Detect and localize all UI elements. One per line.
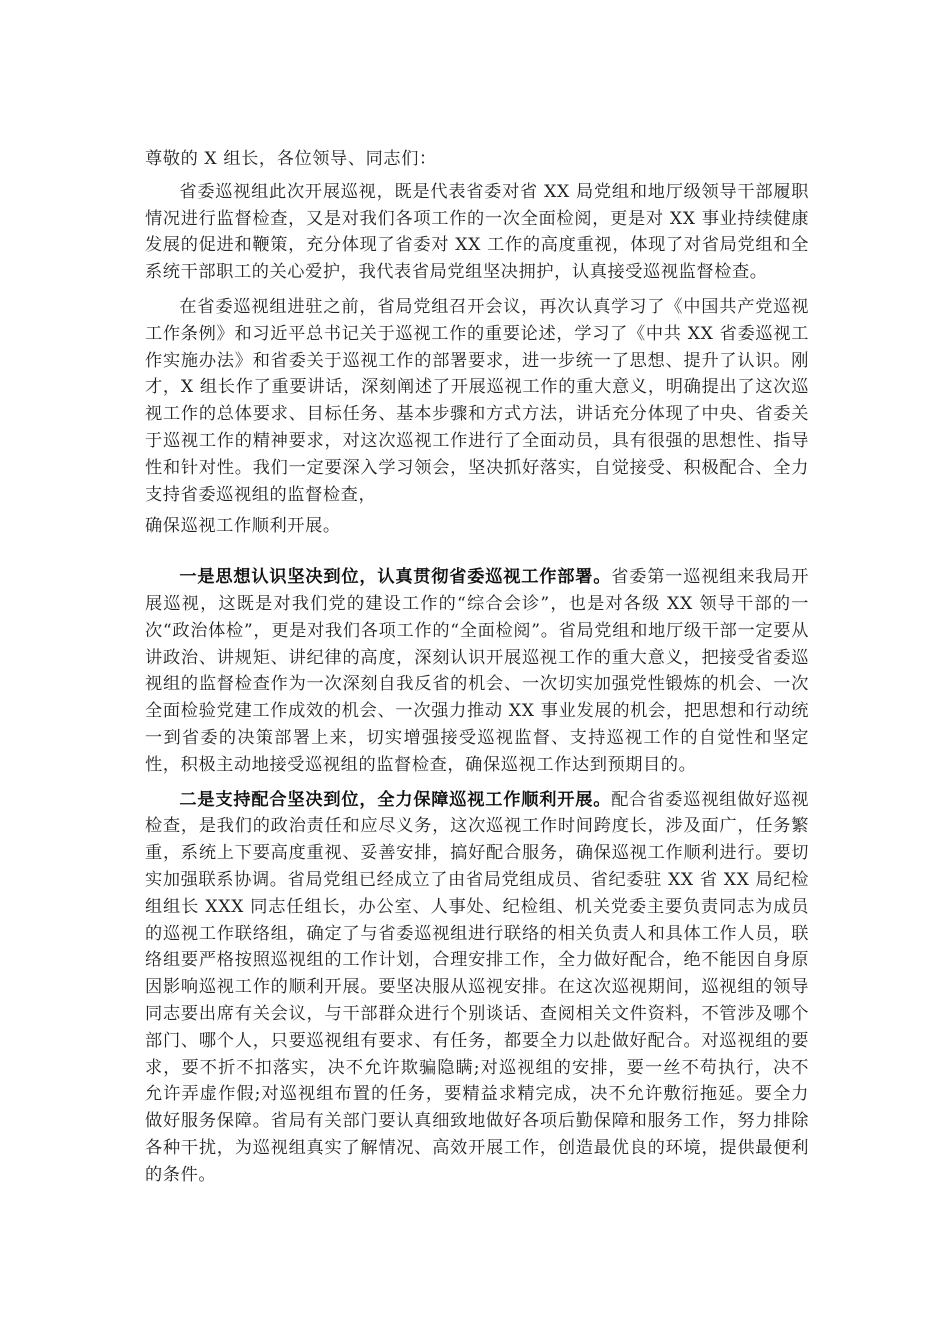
paragraph-4-body: 配合省委巡视组做好巡视检查，是我们的政治责任和应尽义务，这次巡视工作时间跨度长，涉及面广，任务繁重，系统上下要高度重视、妥善安排，搞好配合服务，确保巡视工作顺利进行。要切实加强联系协调。省局党组已经成立了由省局党组成员、省纪委驻 XX 省 XX 局纪检组组长 XXX 同志任组长，办公室、人事处、纪检组、机关党委主要负责同志为成员的巡视工作联络组，确定了与省委巡视组进行联络的相关负责人和具体工作人员，联络组要严格按照巡视组的工作计划，合理安排工作，全力做好配合，绝不能因自身原因影响巡视工作的顺利开展。要坚决服从巡视安排。在这次巡视期间，巡视组的领导同志要出席有关会议，与干部群众进行个别谈话、查阅相关文件资料，不管涉及哪个部门、哪个人，只要巡视组有要求、有任务，都要全力以赴做好配合。对巡视组的要求，要不折不扣落实，决不允许欺骗隐瞒;对巡视组的安排，要一丝不苟执行，决不允许弄虚作假;对巡视组布置的任务，要精益求精完成，决不允许敷衍拖延。要全力做好服务保障。省局有关部门要认真细致地做好各项后勤保障和服务工作，努力排除各种干扰，为巡视组真实了解情况、高效开展工作，创造最优良的环境，提供最便利的条件。 [145, 789, 809, 1185]
document-body [145, 146, 809, 1188]
paragraph-2: 在省委巡视组进驻之前，省局党组召开会议，再次认真学习了《中国共产党巡视工作条例》和习近平总书记关于巡视工作的重要论述，学习了《中共 XX 省委巡视工作实施办法》和省委关于巡视工作的部署要求，进一步统一了思想、提升了认识。刚才，X 组长作了重要讲话，深刻阐述了开展巡视工作的重大意义，明确提出了这次巡视工作的总体要求、目标任务、基本步骤和方式方法，讲话充分体现了中央、省委关于巡视工作的精神要求，对这次巡视工作进行了全面动员，具有很强的思想性、指导性和针对性。我们一定要深入学习领会，坚决抓好落实，自觉接受、积极配合、全力支持省委巡视组的监督检查， [145, 296, 809, 505]
paragraph-3-lead: 一是思想认识坚决到位，认真贯彻省委巡视工作部署。 [179, 567, 612, 588]
salutation: 尊敬的 X 组长，各位领导、同志们： [145, 149, 437, 169]
paragraph-4-lead: 二是支持配合坚决到位，全力保障巡视工作顺利开展。 [179, 789, 612, 810]
paragraph-1: 省委巡视组此次开展巡视，既是代表省委对省 XX 局党组和地厅级领导干部履职情况进行监督检查，又是对我们各项工作的一次全面检阅，更是对 XX 事业持续健康发展的促进和鞭策，充分体现了省委对 XX 工作的高度重视，体现了对省局党组和全系统干部职工的关心爱护，我代表省局党组坚决拥护，认真接受巡视监督检查。 [145, 181, 809, 283]
paragraph-2-tail: 确保巡视工作顺利开展。 [145, 516, 341, 537]
paragraph-4 [145, 787, 809, 1189]
paragraph-3 [145, 564, 809, 778]
paragraph-3-body: 省委第一巡视组来我局开展巡视，这既是对我们党的建设工作的“综合会诊”，也是对各级 XX 领导干部的一次“政治体检”，更是对我们各项工作的“全面检阅”。省局党组和地厅级干部一定要从讲政治、讲规矩、讲纪律的高度，深刻认识开展巡视工作的重大意义，把接受省委巡视组的监督检查作为一次深刻自我反省的机会、一次切实加强党性锻炼的机会、一次全面检验党建工作成效的机会、一次强力推动 XX 事业发展的机会，把思想和行动统一到省委的决策部署上来，切实增强接受巡视监督、支持巡视工作的自觉性和坚定性，积极主动地接受巡视组的监督检查，确保巡视工作达到预期目的。 [145, 567, 809, 775]
